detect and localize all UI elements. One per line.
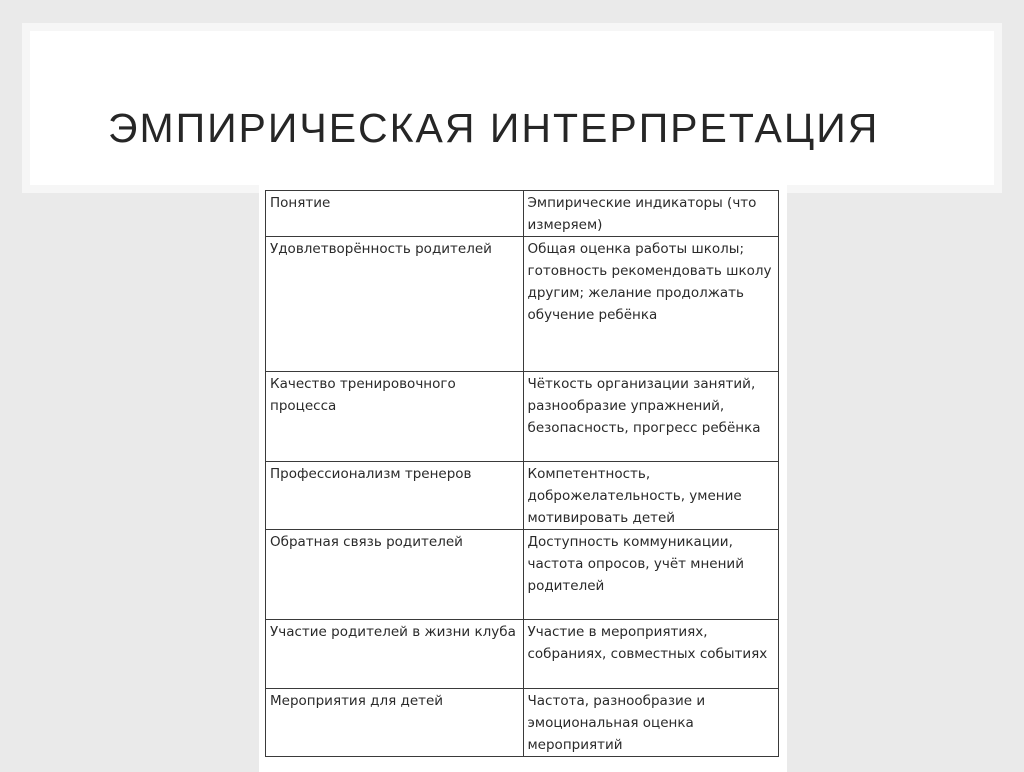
table-row: [266, 689, 779, 757]
indicators-cell: Доступность коммуникации, частота опросов, учёт мнений родителей: [523, 530, 779, 620]
concept-cell: Профессионализм тренеров: [266, 462, 524, 530]
table-row: [266, 237, 779, 372]
concept-cell: Удовлетворённость родителей: [266, 237, 524, 372]
table-row: [266, 462, 779, 530]
concept-cell: Мероприятия для детей: [266, 689, 524, 757]
table-row: [266, 372, 779, 462]
table-row: [266, 530, 779, 620]
indicators-cell: Чёткость организации занятий, разнообразие упражнений, безопасность, прогресс ребёнка: [523, 372, 779, 462]
concepts-table: [265, 190, 779, 757]
indicators-cell: Компетентность, доброжелательность, умение мотивировать детей: [523, 462, 779, 530]
table-row: [266, 620, 779, 689]
header-indicators: Эмпирические индикаторы (что измеряем): [523, 191, 779, 237]
indicators-cell: Участие в мероприятиях, собраниях, совместных событиях: [523, 620, 779, 689]
slide: [10, 9, 1014, 758]
indicators-cell: Общая оценка работы школы; готовность рекомендовать школу другим; желание продолжать обучение ребёнка: [523, 237, 779, 372]
concept-cell: Участие родителей в жизни клуба: [266, 620, 524, 689]
slide-title: ЭМПИРИЧЕСКАЯ ИНТЕРПРЕТАЦИЯ: [108, 105, 880, 151]
title-panel: [30, 31, 994, 185]
table-header-row: [266, 191, 779, 237]
concept-cell: Качество тренировочного процесса: [266, 372, 524, 462]
table-image: [259, 184, 787, 772]
header-concept: Понятие: [266, 191, 524, 237]
concept-cell: Обратная связь родителей: [266, 530, 524, 620]
indicators-cell: Частота, разнообразие и эмоциональная оценка мероприятий: [523, 689, 779, 757]
